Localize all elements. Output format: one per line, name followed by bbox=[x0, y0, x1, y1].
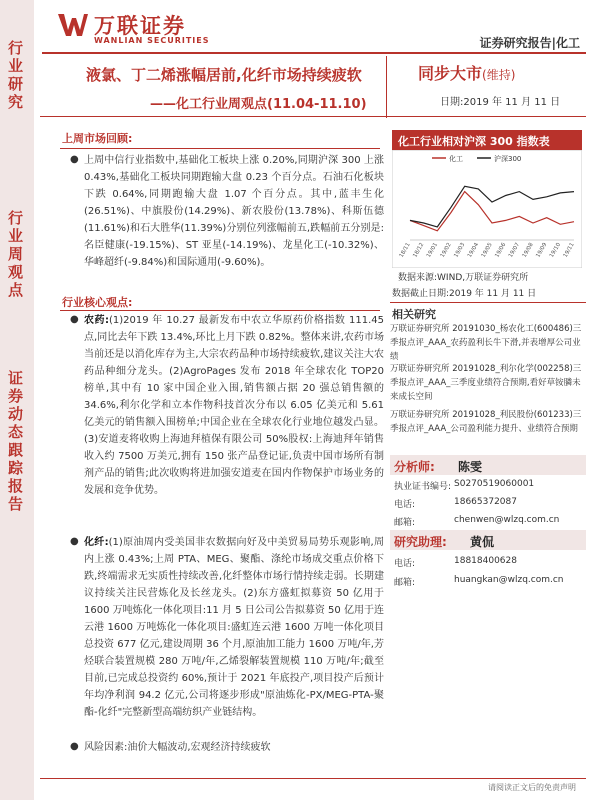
rating bbox=[418, 61, 515, 84]
chart-source: 数据来源:WIND,万联证券研究所 bbox=[398, 273, 529, 283]
sidebar bbox=[0, 0, 34, 800]
assistant-email-label: 邮箱: bbox=[394, 578, 416, 588]
related-research-title: 相关研究 bbox=[392, 308, 436, 321]
logo-chinese: 万联证券 bbox=[94, 14, 186, 38]
x-tick-label: 19/06 bbox=[494, 242, 508, 259]
header-divider bbox=[42, 52, 586, 54]
review-text: 上周中信行业指数中,基础化工板块上涨 0.20%,同期沪深 300 上涨 0.43%,基础化工板块同期跑输大盘 0.23 个百分点。石油石化板块下跌 0.64%,同期跑输大盘 1.07 个百分点。其中,蓝丰生化(26.51%)、中旗股份(14.29%)、新农股份(13.78%)、科斯伍德(11.61%)和石大胜华(11.39%)分别位列涨幅前五,跌幅前五分别是:名臣健康(-19.15%)、ST 亚星(-14.19%)、龙星化工(-10.32%)、华峰超纤(-9.84%)和国际通用(-9.60%)。 bbox=[84, 155, 384, 268]
analyst-cert-label: 执业证书编号: bbox=[394, 482, 452, 492]
fiber-paragraph bbox=[84, 534, 384, 721]
legend-label: 沪深300 bbox=[494, 155, 522, 163]
legend-label: 化工 bbox=[449, 155, 463, 163]
sidebar-label-industry-research: 行业研究 bbox=[6, 40, 24, 112]
x-tick-label: 19/01 bbox=[425, 242, 440, 259]
analyst-name: 陈雯 bbox=[458, 460, 483, 474]
report-subtitle: ——化工行业周观点(11.04-11.10) bbox=[150, 97, 367, 112]
bullet-icon: ● bbox=[70, 154, 79, 165]
bullet-icon: ● bbox=[70, 536, 79, 547]
risk-text: 风险因素:油价大幅波动,宏观经济持续疲软 bbox=[84, 742, 271, 753]
x-tick-label: 19/11 bbox=[562, 242, 576, 259]
divider bbox=[390, 302, 586, 303]
report-type: 证券研究报告|化工 bbox=[479, 36, 580, 50]
analyst-phone-label: 电话: bbox=[394, 500, 416, 510]
section-title-core: 行业核心观点: bbox=[62, 296, 133, 309]
report-title: 液氯、丁二烯涨幅居前,化纤市场持续疲软 bbox=[86, 66, 362, 84]
title-separator bbox=[386, 56, 387, 118]
report-date: 日期:2019 年 11 月 11 日 bbox=[440, 97, 561, 108]
assistant-label: 研究助理: bbox=[394, 535, 447, 549]
pesticide-paragraph bbox=[84, 312, 384, 499]
title-divider bbox=[40, 116, 586, 117]
x-tick-label: 19/03 bbox=[453, 242, 467, 259]
section-divider bbox=[60, 310, 380, 311]
analyst-email[interactable]: chenwen@wlzq.com.cn bbox=[454, 515, 560, 525]
x-tick-label: 19/04 bbox=[466, 242, 481, 259]
x-tick-label: 19/02 bbox=[439, 242, 453, 259]
logo-english: WANLIAN SECURITIES bbox=[94, 36, 210, 45]
pesticide-label: 农药: bbox=[84, 315, 109, 326]
assistant-name: 黄侃 bbox=[470, 535, 495, 549]
fiber-text: (1)原油周内受美国非农数据向好及中美贸易局势乐观影响,周内上涨 0.43%;上周 PTA、MEG、聚酯、涤纶市场成交重点价格下跌,终端需求无实质性持续改善,化纤整体市场行情持续走弱。长期建议持续关注民营炼化及长丝龙头。(2)东方盛虹拟募资 50 亿用于 1600 万吨炼化一体化项目:11 月 5 日公司公告拟募资 50 亿用于连云港 1600 万吨炼化一体化项目:盛虹连云港 1600 万吨一体化项目总投资 677 亿元,建设周期 36 个月,原油加工能力 1600 万吨/年,芳烃联合装置规模 280 万吨/年,乙烯裂解装置规模 110 万吨/年;截至目前,已完成总投资约 60%,预计于 2021 年底投产,项目投产后预计年均净利润 94.2 亿元,公司将逐步形成"原油炼化-PX/MEG-PTA-聚酯-化纤"完整新型高端纺织产业链结构。 bbox=[84, 537, 385, 718]
section-divider bbox=[60, 148, 380, 149]
sidebar-label-dynamic-report: 证券动态跟踪报告 bbox=[6, 370, 24, 514]
chart-title: 化工行业相对沪深 300 指数表 bbox=[392, 130, 582, 150]
section-title-review: 上周市场回顾: bbox=[62, 132, 133, 145]
bullet-icon: ● bbox=[70, 314, 79, 325]
analyst-email-label: 邮箱: bbox=[394, 518, 416, 528]
x-tick-label: 19/10 bbox=[548, 242, 563, 259]
x-tick-label: 18/12 bbox=[412, 242, 426, 259]
x-tick-label: 19/09 bbox=[535, 242, 549, 259]
related-research-item: 万联证券研究所 20191028_利民股份(601233)三季报点评_AAA_公司盈利能力提升、业绩符合预期 bbox=[390, 410, 582, 434]
analyst-phone: 18665372087 bbox=[454, 497, 517, 507]
wanlian-logo-icon bbox=[58, 12, 88, 38]
assistant-email[interactable]: huangkan@wlzq.com.cn bbox=[454, 575, 564, 585]
related-research-item: 万联证券研究所 20191028_利尔化学(002258)三季报点评_AAA_三季度业绩符合预期,看好草铵膦未来成长空间 bbox=[390, 364, 582, 402]
related-research-item: 万联证券研究所 20191030_杨农化工(600486)三季报点评_AAA_农药盈利长牛下滑,并表增厚公司业绩 bbox=[390, 324, 582, 362]
relative-index-chart bbox=[392, 150, 582, 268]
x-tick-label: 19/08 bbox=[521, 242, 535, 259]
assistant-phone: 18818400628 bbox=[454, 556, 517, 566]
footer-disclaimer: 请阅读正文后的免责声明 bbox=[488, 783, 576, 792]
x-tick-label: 19/07 bbox=[507, 242, 522, 259]
rating-value: 同步大市 bbox=[418, 64, 483, 83]
chart-cutoff-date: 数据截止日期:2019 年 11 月 11 日 bbox=[392, 289, 537, 299]
pesticide-text: (1)2019 年 10.27 最新发布中农立华原药价格指数 111.45 点,同比去年下跌 13.4%,环比上月下跌 0.82%。整体来讲,农药市场当前还是以消化库存为主,大宗农药品种市场持续疲软,建议关注大农药品种细分龙头。(2)AgroPages 发布 2018 年全球农化 TOP20 榜单,其中有 10 家中国企业入围,销售额占据 20 强总销售额的 34.6%,利尔化学和立本作物科技首次分布以 6.05 亿美元和 5.61 亿美元的销售额入围榜单;中国企业在全球农化行业地位越发凸显。(3)安道麦将收购上海迪拜植保有限公司 50%股权:上海迪拜年销售收入约 7500 万美元,拥有 150 张产品登记证,负责中国市场所有制剂产品的销售;此次收购将进加强安道麦在国内作物保护市场业务的发展和竞争优势。 bbox=[84, 315, 385, 496]
assistant-phone-label: 电话: bbox=[394, 559, 416, 569]
bullet-icon: ● bbox=[70, 741, 79, 752]
analyst-label: 分析师: bbox=[394, 460, 435, 474]
x-tick-label: 19/05 bbox=[480, 242, 494, 259]
x-tick-label: 18/11 bbox=[398, 242, 412, 259]
footer-divider bbox=[40, 778, 586, 779]
analyst-cert: S0270519060001 bbox=[454, 479, 535, 489]
rating-note: (维持) bbox=[482, 68, 516, 82]
fiber-label: 化纤: bbox=[84, 537, 109, 548]
sidebar-label-weekly-view: 行业周观点 bbox=[6, 210, 24, 300]
